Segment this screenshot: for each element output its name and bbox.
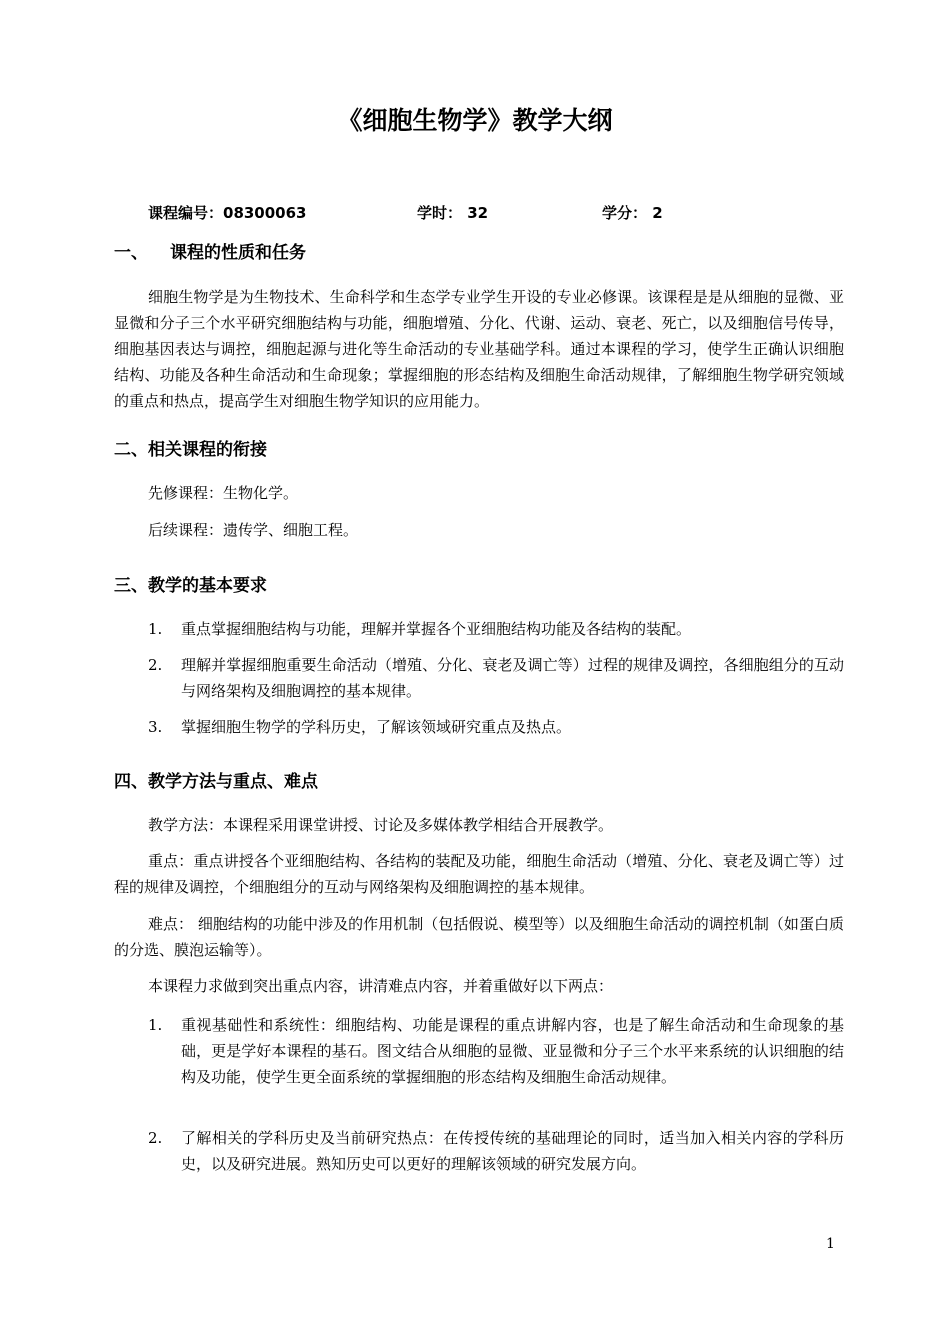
list-text: 理解并掌握细胞重要生命活动（增殖、分化、衰老及调亡等）过程的规律及调控，各细胞组分的互动与网络架构及细胞调控的基本规律。 <box>181 656 844 700</box>
followup-courses: 后续课程：遗传学、细胞工程。 <box>148 521 359 539</box>
list-number: 2. <box>148 1129 163 1147</box>
section-heading-1 <box>114 241 306 265</box>
course-code: 课程编号：08300063 <box>148 204 307 222</box>
list-text: 重视基础性和系统性：细胞结构、功能是课程的重点讲解内容，也是了解生命活动和生命现象的基础，更是学好本课程的基石。图文结合从细胞的显微、亚显微和分子三个水平来系统的认识细胞的结构及功能，使学生更全面系统的掌握细胞的形态结构及细胞生命活动规律。 <box>181 1016 844 1086</box>
list-number: 3. <box>148 718 163 736</box>
list-number: 1. <box>148 620 163 638</box>
course-credits: 学分： 2 <box>602 204 663 222</box>
list-text: 了解相关的学科历史及当前研究热点：在传授传统的基础理论的同时，适当加入相关内容的学科历史，以及研究进展。熟知历史可以更好的理解该领域的研究发展方向。 <box>181 1129 844 1173</box>
page-title: 《细胞生物学》教学大纲 <box>337 106 613 135</box>
section-number: 一、 <box>114 243 148 263</box>
section-1-paragraph: 细胞生物学是为生物技术、生命科学和生态学专业学生开设的专业必修课。该课程是是从细胞的显微、亚显微和分子三个水平研究细胞结构与功能，细胞增殖、分化、代谢、运动、衰老、死亡，以及细胞信号传导，细胞基因表达与调控，细胞起源与进化等生命活动的专业基础学科。通过本课程的学习，使学生正确认识细胞结构、功能及各种生命活动和生命现象；掌握细胞的形态结构及细胞生命活动规律，了解细胞生物学研究领域的重点和热点，提高学生对细胞生物学知识的应用能力。 <box>114 288 844 410</box>
list-item <box>148 616 844 642</box>
course-hours: 学时： 32 <box>417 204 489 222</box>
teaching-method: 教学方法：本课程采用课堂讲授、讨论及多媒体教学相结合开展教学。 <box>148 816 614 834</box>
list-item <box>148 652 844 704</box>
list-number: 1. <box>148 1016 163 1034</box>
section-heading-2: 二、相关课程的衔接 <box>114 440 267 460</box>
page-number: 1 <box>826 1236 835 1252</box>
list-text: 重点掌握细胞结构与功能，理解并掌握各个亚细胞结构功能及各结构的装配。 <box>181 620 692 638</box>
prerequisite-courses: 先修课程：生物化学。 <box>148 484 299 502</box>
key-points: 重点：重点讲授各个亚细胞结构、各结构的装配及功能，细胞生命活动（增殖、分化、衰老及调亡等）过程的规律及调控，个细胞组分的互动与网络架构及细胞调控的基本规律。 <box>114 852 844 896</box>
course-meta <box>0 200 950 224</box>
approach-intro: 本课程力求做到突出重点内容，讲清难点内容，并着重做好以下两点： <box>148 977 614 995</box>
section-heading-3: 三、教学的基本要求 <box>114 576 267 596</box>
list-item <box>148 1125 844 1177</box>
difficult-points: 难点： 细胞结构的功能中涉及的作用机制（包括假说、模型等）以及细胞生命活动的调控机制（如蛋白质的分选、膜泡运输等）。 <box>114 915 844 959</box>
list-item <box>148 1012 844 1090</box>
section-heading-4: 四、教学方法与重点、难点 <box>114 772 318 792</box>
list-text: 掌握细胞生物学的学科历史，了解该领域研究重点及热点。 <box>181 718 572 736</box>
list-item <box>148 714 844 740</box>
list-number: 2. <box>148 656 163 674</box>
section-title: 课程的性质和任务 <box>170 243 306 263</box>
